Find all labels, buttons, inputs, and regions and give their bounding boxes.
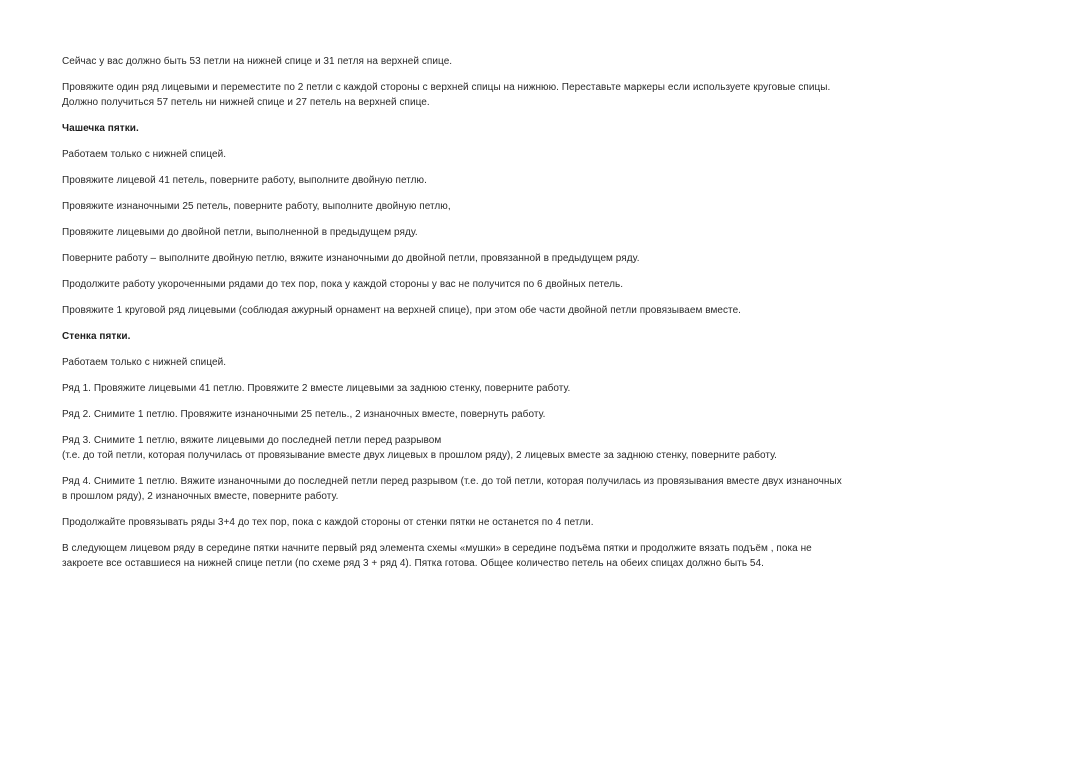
text-line: Ряд 1. Провяжите лицевыми 41 петлю. Провяжите 2 вместе лицевыми за заднюю стенку, поверните работу.	[62, 383, 571, 394]
text-line: Работаем только с нижней спицей.	[62, 149, 227, 160]
paragraph	[62, 251, 1062, 266]
text-line: в прошлом ряду), 2 изнаночных вместе, поверните работу.	[62, 491, 339, 502]
text-line: Ряд 4. Снимите 1 петлю. Вяжите изнаночными до последней петли перед разрывом (т.е. до той петли, которая получилась из провязывания вместе двух изнаночных	[62, 476, 842, 487]
paragraph	[62, 355, 1062, 370]
paragraph	[62, 541, 1062, 571]
paragraph	[62, 173, 1062, 188]
text-line: Стенка пятки.	[62, 331, 131, 342]
text-line: Работаем только с нижней спицей.	[62, 357, 227, 368]
section-heading	[62, 121, 1062, 136]
paragraph	[62, 474, 1062, 504]
paragraph	[62, 433, 1062, 463]
text-line: Провяжите изнаночными 25 петель, поверните работу, выполните двойную петлю,	[62, 201, 451, 212]
text-line: Поверните работу – выполните двойную петлю, вяжите изнаночными до двойной петли, провязанной в предыдущем ряду.	[62, 253, 640, 264]
text-line: Продолжайте провязывать ряды 3+4 до тех пор, пока с каждой стороны от стенки пятки не останется по 4 петли.	[62, 517, 594, 528]
text-line: Ряд 3. Снимите 1 петлю, вяжите лицевыми до последней петли перед разрывом	[62, 435, 442, 446]
paragraph	[62, 277, 1062, 292]
paragraph	[62, 199, 1062, 214]
paragraph	[62, 515, 1062, 530]
paragraph	[62, 381, 1062, 396]
text-line: В следующем лицевом ряду в середине пятки начните первый ряд элемента схемы «мушки» в середине подъёма пятки и продолжите вязать подъём , пока не	[62, 543, 812, 554]
text-line: Ряд 2. Снимите 1 петлю. Провяжите изнаночными 25 петель., 2 изнаночных вместе, повернуть работу.	[62, 409, 546, 420]
document-body	[62, 54, 1062, 582]
paragraph	[62, 225, 1062, 240]
paragraph	[62, 407, 1062, 422]
text-line: Должно получиться 57 петель ни нижней спице и 27 петель на верхней спице.	[62, 97, 430, 108]
text-line: Провяжите лицевой 41 петель, поверните работу, выполните двойную петлю.	[62, 175, 427, 186]
paragraph	[62, 147, 1062, 162]
text-line: Чашечка пятки.	[62, 123, 139, 134]
text-line: Сейчас у вас должно быть 53 петли на нижней спице и 31 петля на верхней спице.	[62, 56, 453, 67]
paragraph	[62, 54, 1062, 69]
text-line: Провяжите 1 круговой ряд лицевыми (соблюдая ажурный орнамент на верхней спице), при этом обе части двойной петли провязываем вместе.	[62, 305, 742, 316]
text-line: Продолжите работу укороченными рядами до тех пор, пока у каждой стороны у вас не получится по 6 двойных петель.	[62, 279, 624, 290]
section-heading	[62, 329, 1062, 344]
text-line: Провяжите лицевыми до двойной петли, выполненной в предыдущем ряду.	[62, 227, 418, 238]
text-line: (т.е. до той петли, которая получилась от провязывание вместе двух лицевых в прошлом ряду), 2 лицевых вместе за заднюю стенку, поверните работу.	[62, 450, 777, 461]
paragraph	[62, 80, 1062, 110]
paragraph	[62, 303, 1062, 318]
text-line: закроете все оставшиеся на нижней спице петли (по схеме ряд 3 + ряд 4). Пятка готова. Общее количество петель на обеих спицах должно быть 54.	[62, 558, 764, 569]
text-line: Провяжите один ряд лицевыми и переместите по 2 петли с каждой стороны с верхней спицы на нижнюю. Переставьте маркеры если используете круговые спицы.	[62, 82, 831, 93]
